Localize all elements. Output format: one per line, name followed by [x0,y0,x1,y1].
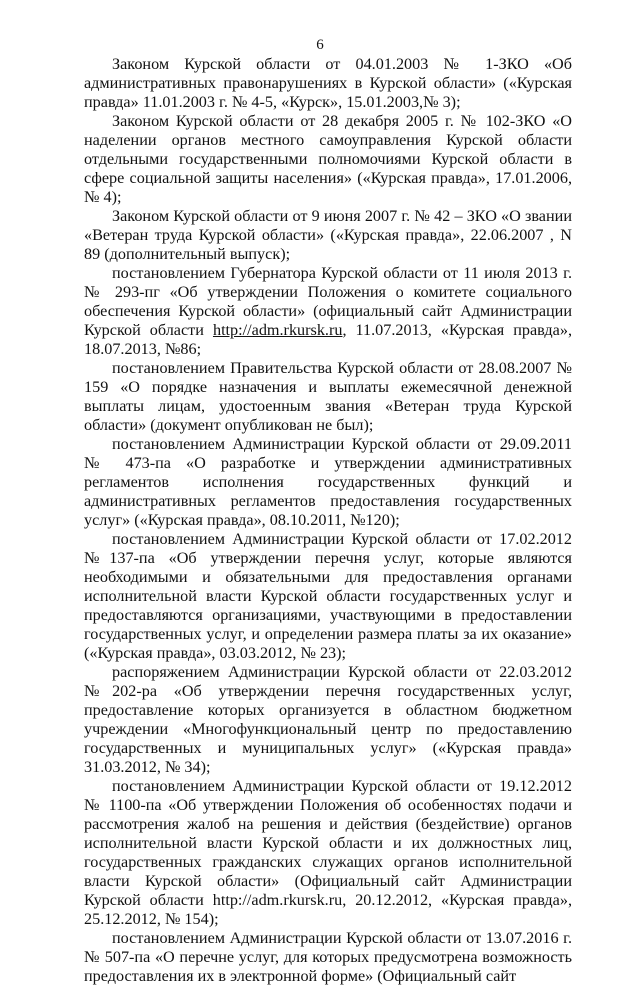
paragraph-administration-decree-2011: постановлением Администрации Курской области от 29.09.2011 № 473-па «О разработке и утверждении административных регламентов исполнения государственных функций и административных регламентов предоставления государственных услуг» («Курская правда», 08.10.2011, №120); [84,435,572,529]
paragraph-governor-decree-2013 [84,264,572,359]
paragraph-government-decree-2007: постановлением Правительства Курской области от 28.08.2007 № 159 «О порядке назначения и выплаты ежемесячной денежной выплаты лицам, удостоенным звания «Ветеран труда Курской области» (документ опубликован не был); [84,359,572,434]
paragraph-administration-decree-17-02-2012: постановлением Администрации Курской области от 17.02.2012 №137-па «Об утверждении перечня услуг, которые являются необходимыми и обязательными для предоставления органами исполнительной власти Курской области государственных услуг и предоставляются организациями, участвующими в предоставлении государственных услуг, и определении размера платы за их оказание» («Курская правда», 03.03.2012, № 23); [84,530,572,662]
document-body [84,55,572,986]
paragraph-text-before-link: постановлением Губернатора Курской области от 11 июля 2013 г. № 293-пг «Об утверждении Положения о комитете социального обеспечения Курской области» (официальный сайт Администрации Курской области [84,264,572,339]
paragraph-text-after-link: , 11.07.2013, «Курская правда», 18.07.2013, №86; [84,321,572,358]
paragraph-law-09-06-2007: Законом Курской области от 9 июня 2007 г. № 42 – ЗКО «О звании «Ветеран труда Курской области» («Курская правда», 22.06.2007 , N 89 (дополнительный выпуск); [84,207,572,263]
page-number: 6 [316,37,324,53]
paragraph-law-04-01-2003: Законом Курской области от 04.01.2003 № 1-ЗКО «Об административных правонарушениях в Курской области» («Курская правда» 11.01.2003 г. № 4-5, «Курск», 15.01.2003,№ 3); [84,55,572,111]
website-link[interactable]: http://adm.rkursk.ru [212,321,343,339]
paragraph-law-28-12-2005: Законом Курской области от 28 декабря 2005 г. № 102-ЗКО «О наделении органов местного самоуправления Курской области отдельными государственными полномочиями Курской области в сфере социальной защиты населения» («Курская правда», 17.01.2006, № 4); [84,112,572,206]
paragraph-order-22-03-2012: распоряжением Администрации Курской области от 22.03.2012 №202-ра «Об утверждении перечня государственных услуг, предоставление которых организуется в областном бюджетном учреждении «Многофункциональный центр по предоставлению государственных и муниципальных услуг» («Курская правда» 31.03.2012, № 34); [84,663,572,776]
paragraph-administration-decree-2016: постановлением Администрации Курской области от 13.07.2016 г. № 507-па «О перечне услуг, для которых предусмотрена возможность предоставления их в электронной форме» (Официальный сайт [84,929,572,985]
paragraph-administration-decree-19-12-2012: постановлением Администрации Курской области от 19.12.2012 № 1100-па «Об утверждении Положения об особенностях подачи и рассмотрения жалоб на решения и действия (бездействие) органов исполнительной власти Курской области и их должностных лиц, государственных гражданских служащих органов исполнительной власти Курской области» (Официальный сайт Администрации Курской области http://adm.rkursk.ru, 20.12.2012, «Курская правда», 25.12.2012, № 154); [84,777,572,928]
